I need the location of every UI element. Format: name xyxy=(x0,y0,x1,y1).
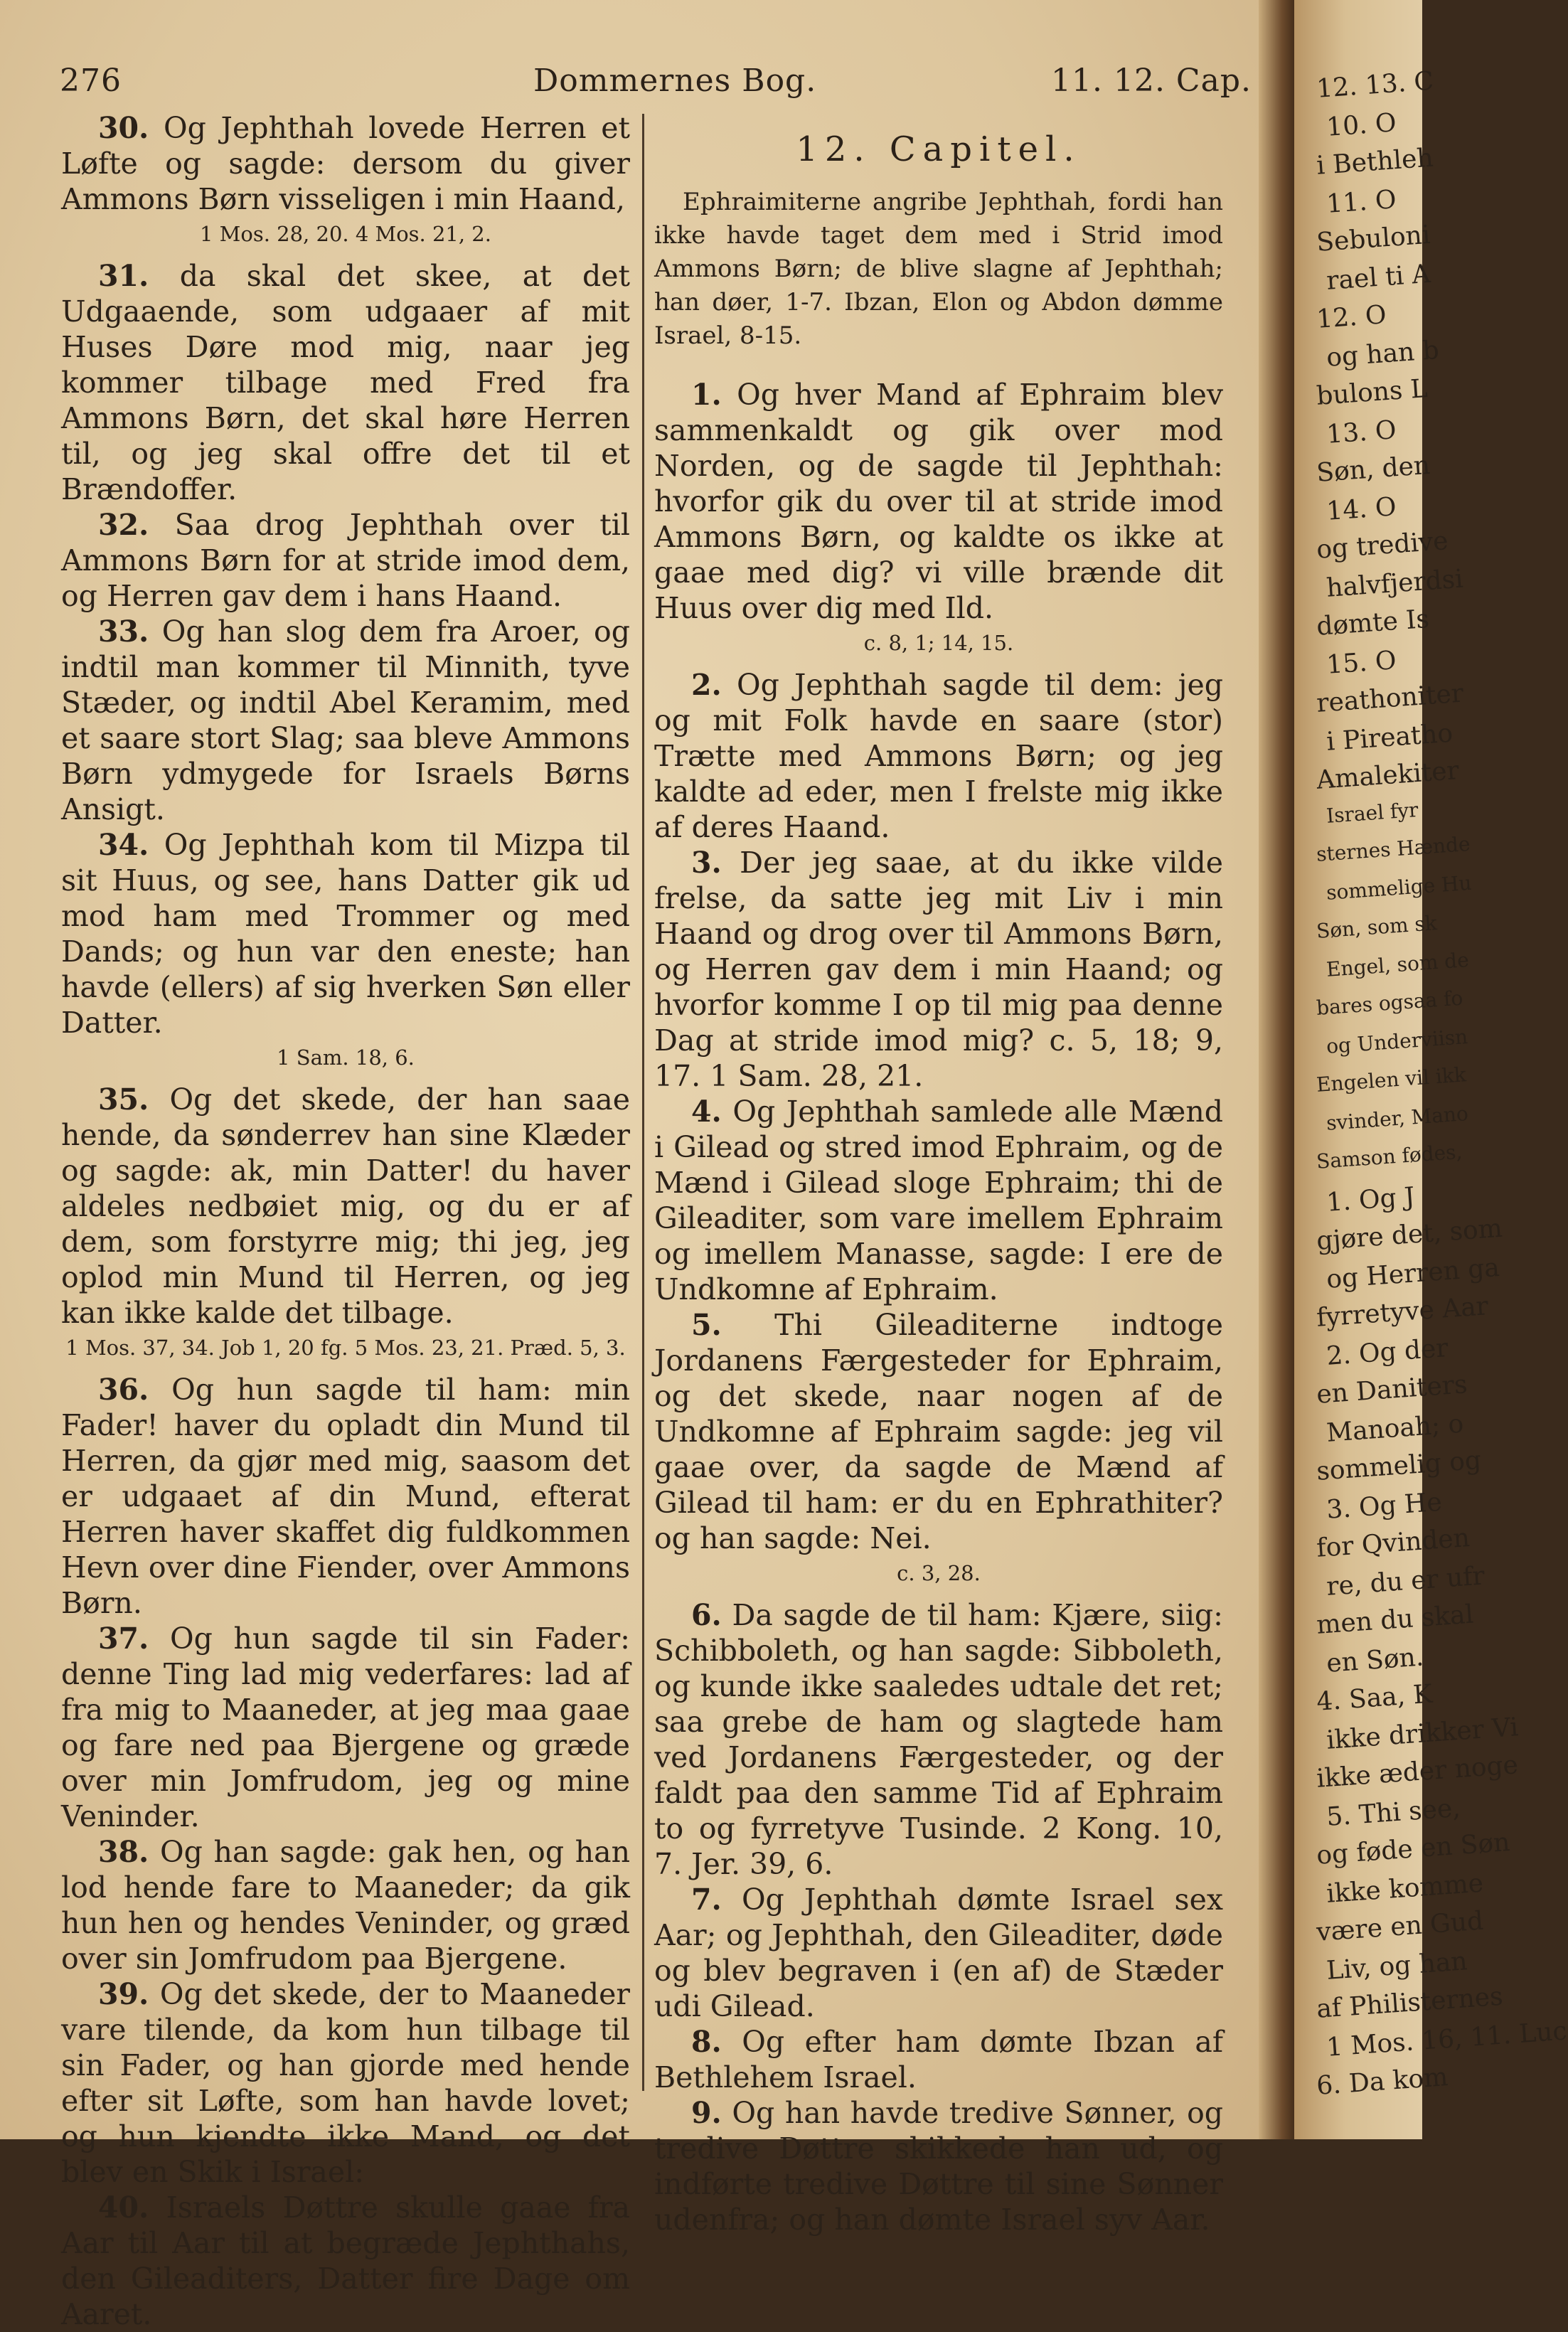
right-column-verses xyxy=(654,377,1223,2237)
verse-number: 4. xyxy=(691,1095,722,1129)
facing-page-line: 12. O xyxy=(1316,300,1387,334)
facing-page-line: og Underviisn xyxy=(1326,1025,1469,1058)
facing-page-line: Søn, som sk xyxy=(1316,911,1438,943)
facing-page-line: 2. Og der xyxy=(1326,1333,1449,1371)
verse-number: 31. xyxy=(98,259,149,293)
facing-page-line: i Bethleh xyxy=(1316,143,1434,181)
facing-page-line: Israel fyr xyxy=(1326,797,1419,828)
facing-page-line: 12. 13. C xyxy=(1316,66,1435,104)
facing-page-line: af Philisternes xyxy=(1316,1981,1504,2024)
facing-page-line: 13. O xyxy=(1326,415,1397,449)
facing-page xyxy=(1294,0,1568,2139)
facing-page-line: 15. O xyxy=(1326,646,1397,680)
verse xyxy=(654,1307,1223,1556)
verse-number: 38. xyxy=(98,1835,149,1869)
facing-page-line: ikke æder noge xyxy=(1316,1750,1520,1794)
verse-number: 1. xyxy=(691,378,722,412)
verse xyxy=(654,845,1223,1094)
verse-text: Da sagde de til ham: Kjære, siig: Schibboleth, og han sagde: Sibboleth, og kunde ikke saaledes udtale det ret; saa grebe de ham og slagtede ham ved Jordanens Færgesteder, og der faldt paa den samme Tid af Ephraim to og fyrretyve Tusinde. 2 Kong. 10, 7. Jer. 39, 6. xyxy=(654,1598,1223,1881)
verse xyxy=(61,2190,630,2332)
facing-page-line: Søn, den xyxy=(1316,450,1431,488)
verse-number: 35. xyxy=(98,1082,149,1117)
cross-reference: 1 Mos. 37, 34. Job 1, 20 fg. 5 Mos. 23, 21. Præd. 5, 3. xyxy=(65,1336,626,1360)
facing-page-line: re, du er ufr xyxy=(1326,1561,1486,1602)
page-number: 276 xyxy=(60,63,122,99)
facing-page-line: 4. Saa, K xyxy=(1316,1679,1434,1717)
verse xyxy=(654,667,1223,845)
verse-text: Saa drog Jephthah over til Ammons Børn for at stride imod dem, og Herren gav dem i hans Haand. xyxy=(61,508,630,613)
facing-page-line: ikke komme xyxy=(1326,1868,1485,1909)
verse-text: Og hun sagde til ham: min Fader! haver du opladt din Mund til Herren, da gjør med mig, saasom det er udgaaet af din Mund, efterat Herren haver skaffet dig fuldkommen Hevn over dine Fiender, over Ammons Børn. xyxy=(61,1373,630,1620)
facing-page-line: men du skal xyxy=(1316,1599,1475,1640)
verse-text: Og hver Mand af Ephraim blev sammenkaldt og gik over mod Norden, og de sagde til Jephthah: hvorfor gik du over til at stride imod Ammons Børn, og kaldte os ikke at gaae med dig? vi ville brænde dit Huus over dig med Ild. xyxy=(654,378,1223,625)
verse xyxy=(61,827,630,1040)
facing-page-line: bares ogsaa fo xyxy=(1316,986,1464,1020)
facing-page-line: i Pireatho xyxy=(1326,718,1454,757)
facing-page-line: sternes Hænde xyxy=(1316,831,1471,866)
facing-page-line: 1. Og J xyxy=(1326,1182,1416,1218)
facing-page-line: en Søn. xyxy=(1326,1642,1425,1678)
facing-page-line: og Herren ga xyxy=(1326,1252,1501,1294)
facing-page-line: og han b xyxy=(1326,335,1440,373)
verse xyxy=(654,2095,1223,2237)
verse-text: da skal det skee, at det Udgaaende, som udgaaer af mit Huses Døre mod mig, naar jeg kommer tilbage med Fred fra Ammons Børn, det skal høre Herren til, og jeg skal offre det til et Brændoffer. xyxy=(61,259,630,506)
verse-text: Og det skede, der han saae hende, da sønderrev han sine Klæder og sagde: ak, min Datter! du haver aldeles nedbøiet mig, og du er af dem, som forstyrre mig; thi jeg, jeg oplod min Mund til Herren, og jeg kan ikke kalde det tilbage. xyxy=(61,1082,630,1330)
facing-page-line: 1 Mos. 16, 11. Luc xyxy=(1326,2016,1568,2062)
left-column xyxy=(61,110,630,2332)
facing-page-line: 6. Da kom xyxy=(1316,2062,1449,2101)
verse-number: 5. xyxy=(691,1308,722,1342)
facing-page-line: 5. Thi see, xyxy=(1326,1793,1461,1832)
verse-number: 8. xyxy=(691,2025,722,2059)
facing-page-line: 3. Og He xyxy=(1326,1487,1443,1525)
facing-page-line: og tredive xyxy=(1316,526,1449,565)
verse-number: 3. xyxy=(691,846,722,880)
verse-text: Og han havde tredive Sønner, og tredive Døttre skikkede han ud, og indførte tredive Døttre til sine Sønner udenfra; og han dømte Israel syv Aar. xyxy=(654,2096,1223,2237)
facing-page-line: Sebuloni xyxy=(1316,220,1431,257)
facing-page-line: og føde en Søn xyxy=(1316,1827,1511,1870)
verse-text: Israels Døttre skulle gaae fra Aar til Aar til at begræde Jephthahs, den Gileaditers, Datter fire Dage om Aaret. xyxy=(61,2190,630,2331)
verse xyxy=(61,1621,630,1834)
verse-text: Og han slog dem fra Aroer, og indtil man kommer til Minnith, tyve Stæder, og indtil Abel Keramim, med et saare stort Slag; saa bleve Ammons Børn ydmygede for Israels Børns Ansigt. xyxy=(61,614,630,826)
verse xyxy=(654,377,1223,626)
cross-reference: c. 3, 28. xyxy=(897,1561,981,1585)
facing-page-line: rael ti A xyxy=(1326,259,1431,296)
verse-number: 36. xyxy=(98,1373,149,1407)
verse-number: 32. xyxy=(98,508,149,542)
verse-number: 37. xyxy=(98,1622,149,1656)
cross-reference: 1 Sam. 18, 6. xyxy=(277,1045,415,1070)
verse-text: Og Jephthah kom til Mizpa til sit Huus, og see, hans Datter gik ud mod ham med Trommer og med Dands; og hun var den eneste; han havde (ellers) af sig hverken Søn eller Datter. xyxy=(61,828,630,1040)
facing-page-line: Samson fødes, xyxy=(1316,1139,1463,1173)
chapter-summary: Ephraimiterne angribe Jephthah, fordi han ikke havde taget dem med i Strid imod Ammons Børn; de blive slagne af Jephthah; han døer, 1-7. Ibzan, Elon og Abdon dømme Israel, 8-15. xyxy=(654,188,1223,350)
facing-page-line: være en Gud xyxy=(1316,1906,1485,1947)
verse xyxy=(61,507,630,614)
verse-number: 6. xyxy=(691,1598,722,1632)
verse xyxy=(61,110,630,217)
verse-text: Og Jephthah lovede Herren et Løfte og sagde: dersom du giver Ammons Børn visseligen i min Haand, xyxy=(61,111,630,216)
verse-number: 7. xyxy=(691,1883,722,1917)
facing-page-line: 11. O xyxy=(1326,185,1397,219)
facing-page-line: sommelige Hu xyxy=(1326,870,1473,905)
running-title: Dommernes Bog. xyxy=(533,63,817,99)
verse xyxy=(654,1094,1223,1307)
verse xyxy=(654,2024,1223,2095)
verse-number: 9. xyxy=(691,2096,722,2130)
verse-text: Og efter ham dømte Ibzan af Bethlehem Israel. xyxy=(654,2025,1223,2094)
facing-page-line: dømte Is xyxy=(1316,604,1431,641)
verse-number: 34. xyxy=(98,828,149,862)
facing-page-line: halvfjerdsi xyxy=(1326,564,1464,603)
verse xyxy=(654,1597,1223,1882)
facing-page-line: 10. O xyxy=(1326,108,1397,142)
facing-page-line: for Qvinden xyxy=(1316,1523,1471,1563)
facing-page-line: bulons L xyxy=(1316,374,1429,411)
facing-page-line: reathoniter xyxy=(1316,678,1465,718)
facing-page-line: sommelig og xyxy=(1316,1445,1483,1486)
facing-page-line: Manoah; o xyxy=(1326,1409,1465,1448)
facing-page-line: fyrretyve Aar xyxy=(1316,1292,1490,1333)
verse-text: Og Jephthah sagde til dem: jeg og mit Folk havde en saare (stor) Trætte med Ammons Børn; og jeg kaldte ad eder, men I frelste mig ikke af deres Haand. xyxy=(654,668,1223,844)
verse-text: Og hun sagde til sin Fader: denne Ting lad mig vederfares: lad af fra mig to Maaneder, at jeg maa gaae og fare ned paa Bjergene og græde over min Jomfrudom, jeg og mine Veninder. xyxy=(61,1622,630,1833)
facing-page-line: Engelen vil ikk xyxy=(1316,1063,1467,1097)
verse-number: 39. xyxy=(98,1977,149,2011)
verse-number: 30. xyxy=(98,111,149,145)
verse xyxy=(61,1372,630,1621)
verse-text: Og Jephthah dømte Israel sex Aar; og Jephthah, den Gileaditer, døde og blev begraven i (en af) de Stæder udi Gilead. xyxy=(654,1883,1223,2023)
column-divider xyxy=(642,114,644,2091)
verse-text: Thi Gileaditerne indtoge Jordanens Færgesteder for Ephraim, og det skede, naar nogen af de Undkomne af Ephraim sagde: jeg vil gaae over, da sagde de Mænd af Gilead til ham: er du en Ephrathiter? og han sagde: Nei. xyxy=(654,1308,1223,1555)
verse xyxy=(61,1082,630,1331)
verse xyxy=(61,1834,630,1976)
facing-page-line: en Daniters xyxy=(1316,1370,1468,1410)
verse xyxy=(61,1976,630,2190)
facing-page-line: ikke drikker Vi xyxy=(1326,1713,1520,1755)
verse-number: 2. xyxy=(691,668,722,702)
cross-reference: 1 Mos. 28, 20. 4 Mos. 21, 2. xyxy=(200,222,491,246)
right-column xyxy=(654,110,1223,2237)
chapter-range: 11. 12. Cap. xyxy=(1051,63,1252,99)
facing-page-line: Liv, og han xyxy=(1326,1947,1468,1986)
verse xyxy=(654,1882,1223,2024)
facing-page-line: 14. O xyxy=(1326,492,1397,526)
facing-page-line: gjøre det, som xyxy=(1316,1213,1504,1256)
verse-number: 33. xyxy=(98,614,149,649)
verse-text: Og han sagde: gak hen, og han lod hende fare to Maaneder; da gik hun hen og hendes Veninder, og græd over sin Jomfrudom paa Bjergene. xyxy=(61,1835,630,1976)
facing-page-line: Amalekiter xyxy=(1316,755,1461,795)
verse xyxy=(61,614,630,827)
chapter-title: 12. Capitel. xyxy=(796,129,1082,169)
verse-text: Der jeg saae, at du ikke vilde frelse, da satte jeg mit Liv i min Haand og drog over til Ammons Børn, og Herren gav dem i min Haand; og hvorfor komme I op til mig paa denne Dag at stride imod mig? c. 5, 18; 9, 17. 1 Sam. 28, 21. xyxy=(654,846,1223,1093)
verse xyxy=(61,258,630,507)
verse-text: Og Jephthah samlede alle Mænd i Gilead og stred imod Ephraim, og de Mænd i Gilead sloge Ephraim; thi de Gileaditer, som vare imellem Ephraim og imellem Manasse, sagde: I ere de Undkomne af Ephraim. xyxy=(654,1095,1223,1306)
facing-page-line: svinder, Mano xyxy=(1326,1102,1469,1135)
cross-reference: c. 8, 1; 14, 15. xyxy=(863,631,1014,655)
verse-text: Og det skede, der to Maaneder vare tilende, da kom hun tilbage til sin Fader, og han gjorde med hende efter sit Løfte, som han havde lovet; og hun kjendte ikke Mand, og det blev en Skik i Israel: xyxy=(61,1977,630,2189)
verse-number: 40. xyxy=(98,2190,149,2225)
facing-page-line: Engel, som de xyxy=(1326,947,1470,981)
